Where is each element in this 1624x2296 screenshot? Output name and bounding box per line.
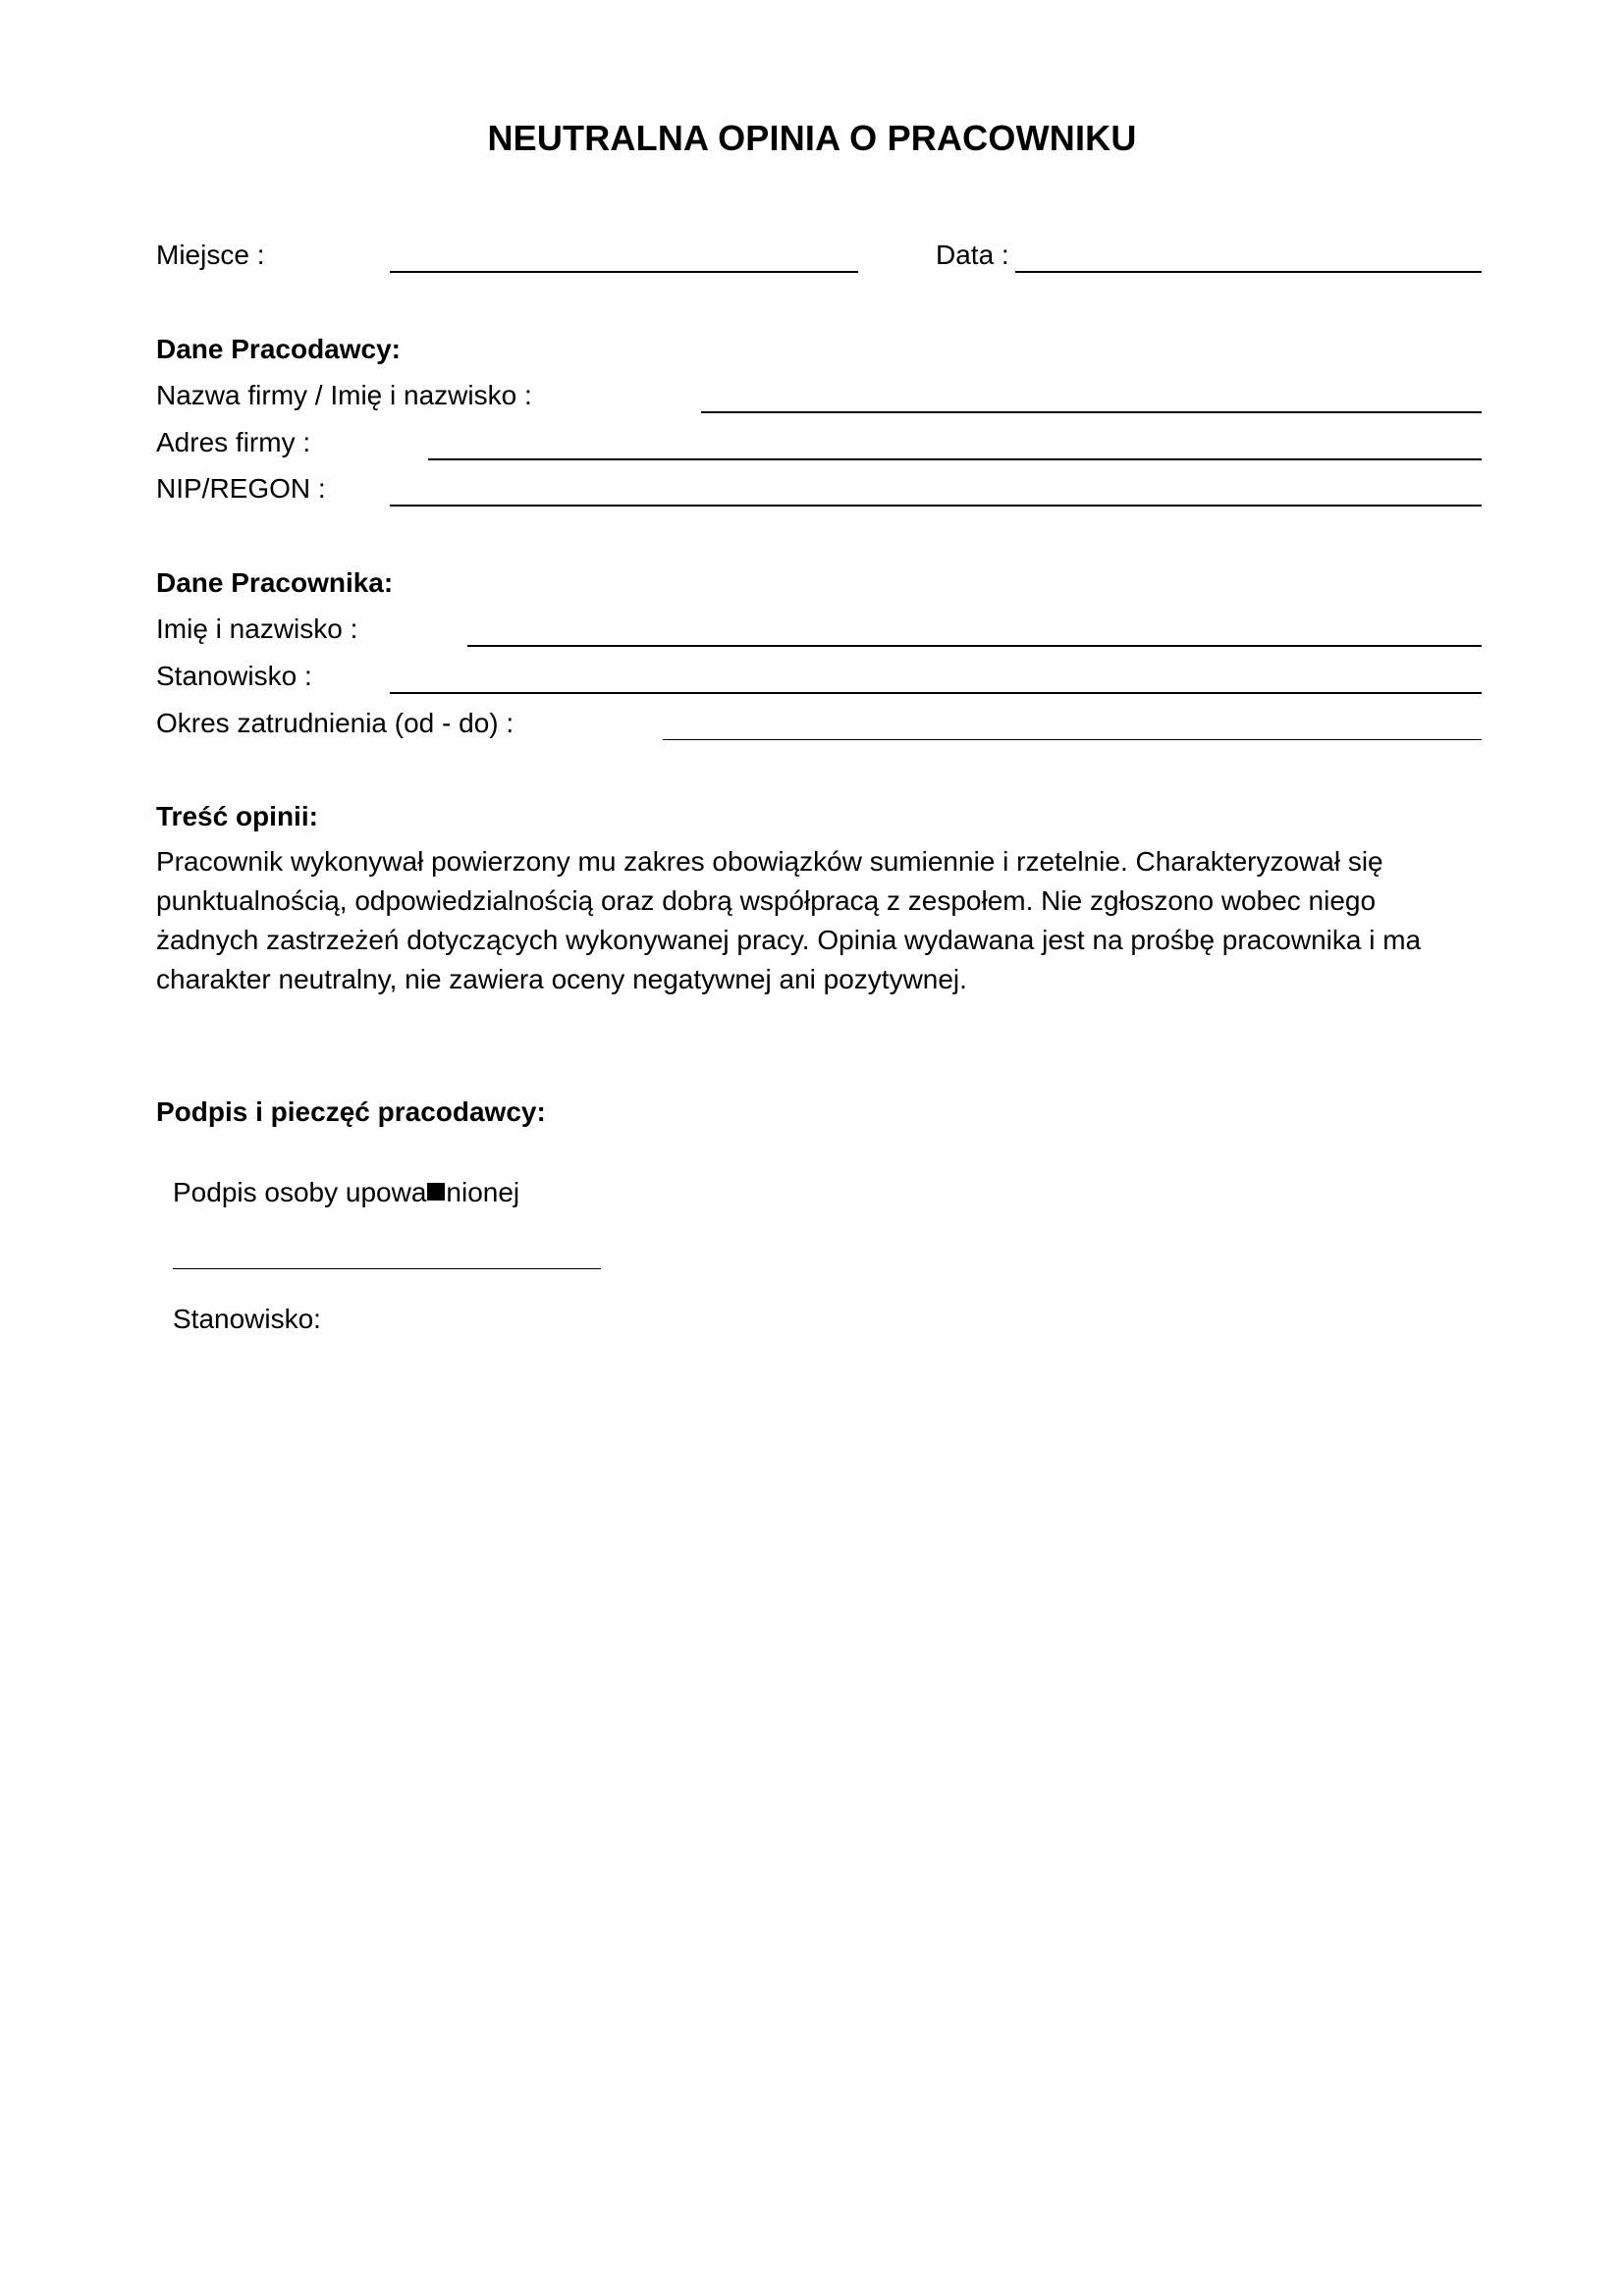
employee-name-label: Imię i nazwisko : (156, 614, 358, 644)
employee-name-field-line[interactable] (467, 645, 1482, 647)
signature-field-line[interactable] (173, 1268, 601, 1269)
company-name-label: Nazwa firmy / Imię i nazwisko : (156, 380, 532, 410)
opinion-heading: Treść opinii: (156, 801, 318, 831)
missing-glyph-icon (427, 1183, 445, 1201)
employment-period-label: Okres zatrudnienia (od - do) : (156, 708, 514, 738)
nip-regon-label: NIP/REGON : (156, 473, 326, 504)
place-label: Miejsce : (156, 240, 265, 270)
document-title: NEUTRALNA OPINIA O PRACOWNIKU (487, 118, 1137, 158)
place-field-line[interactable] (390, 271, 858, 273)
company-address-label: Adres firmy : (156, 427, 311, 457)
opinion-line-4: charakter neutralny, nie zawiera oceny negatywnej ani pozytywnej. (156, 964, 967, 994)
company-address-field-line[interactable] (428, 458, 1482, 460)
nip-regon-field-line[interactable] (390, 505, 1482, 507)
company-name-field-line[interactable] (701, 411, 1482, 413)
employee-position-label: Stanowisko : (156, 661, 312, 691)
opinion-line-2: punktualnością, odpowiedzialnością oraz dobrą współpracą z zespołem. Nie zgłoszono wobec niego (156, 885, 1377, 916)
opinion-line-3: żadnych zastrzeżeń dotyczących wykonywanej pracy. Opinia wydawana jest na prośbę pracownika i ma (156, 925, 1422, 955)
date-field-line[interactable] (1015, 271, 1482, 273)
date-label: Data : (936, 240, 1009, 270)
opinion-line-1: Pracownik wykonywał powierzony mu zakres obowiązków sumiennie i rzetelnie. Charakteryzował się (156, 846, 1383, 877)
employee-heading: Dane Pracownika: (156, 567, 394, 598)
authorized-signature-suffix: nionej (446, 1177, 520, 1207)
authorized-signature-label (173, 1176, 519, 1209)
employee-position-field-line[interactable] (390, 692, 1482, 694)
employment-period-field-line[interactable] (663, 739, 1482, 740)
employer-heading: Dane Pracodawcy: (156, 334, 401, 364)
signatory-position-label: Stanowisko: (173, 1304, 321, 1334)
signature-heading: Podpis i pieczęć pracodawcy: (156, 1096, 546, 1127)
authorized-signature-prefix: Podpis osoby upowa (173, 1177, 427, 1207)
